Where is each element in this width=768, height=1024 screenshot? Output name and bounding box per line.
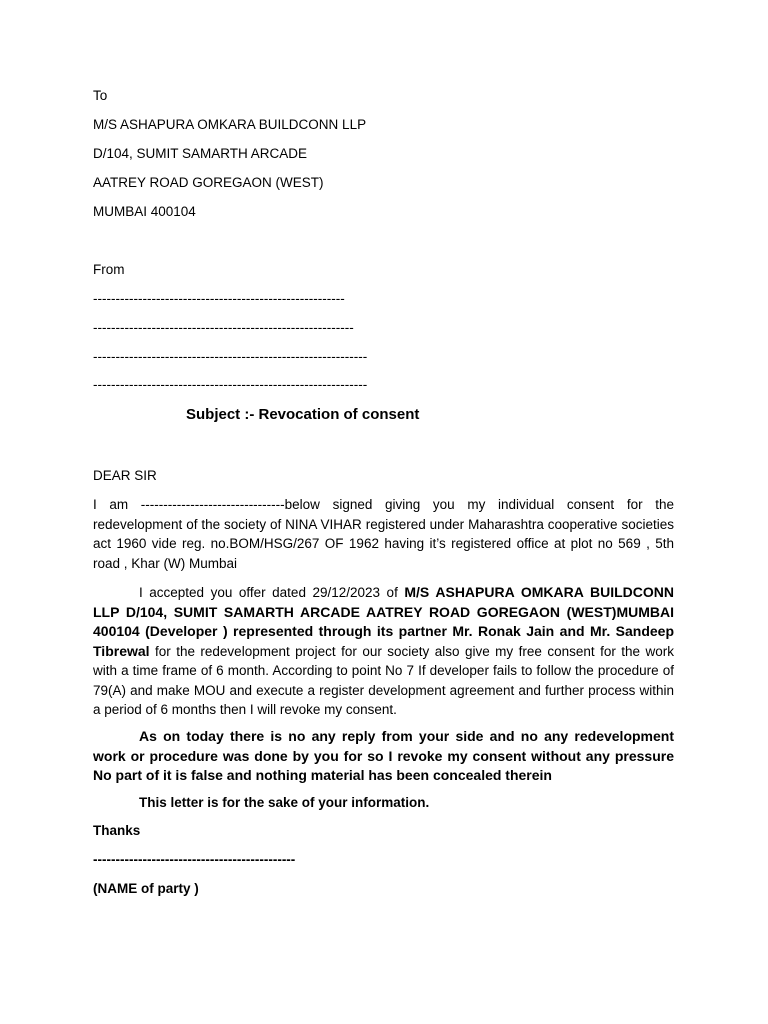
from-blank-line-1: -------------------------------------------------------- (93, 291, 345, 306)
from-blank-line-3: ------------------------------------------------------------- (93, 349, 368, 364)
paragraph-offer-intro: I accepted you offer dated 29/12/2023 of (139, 585, 405, 600)
paragraph-offer (93, 583, 674, 720)
name-of-party: (NAME of party ) (93, 881, 199, 896)
paragraph-consent (93, 495, 674, 573)
from-label: From (93, 262, 125, 277)
paragraph-offer-developer: M/S ASHAPURA OMKARA BUILDCONN LLP D/104, SUMIT SAMARTH ARCADE AATREY ROAD GOREGAON (WEST)MUMBAI 400104 (Developer ) represented through its partner Mr. Ronak Jain and Mr. Sandeep Tibrewal (93, 584, 674, 659)
from-blank-line-2: ---------------------------------------------------------- (93, 320, 354, 335)
to-line-address: D/104, SUMIT SAMARTH ARCADE (93, 146, 308, 161)
paragraph-revocation-text: As on today there is no any reply from your side and no any redevelopment work or procedure was done by you for so I revoke my consent without any pressure No part of it is false and nothing material has been concealed therein (93, 728, 674, 783)
paragraph-information (93, 793, 674, 813)
to-line-road: AATREY ROAD GOREGAON (WEST) (93, 175, 324, 190)
to-line-company: M/S ASHAPURA OMKARA BUILDCONN LLP (93, 117, 367, 132)
subject-line: Subject :- Revocation of consent (186, 406, 420, 423)
paragraph-consent-text: I am --------------------------------below signed giving you my individual consent for the redevelopment of the society of NINA VIHAR registered under Maharashtra cooperative societies act 1960 vide reg. no.BOM/HSG/267 OF 1962 having it’s registered office at plot no 569 , 5th road , Khar (W) Mumbai (93, 497, 674, 571)
paragraph-information-text: This letter is for the sake of your information. (139, 795, 430, 810)
closing-thanks: Thanks (93, 823, 141, 838)
to-label: To (93, 88, 108, 103)
salutation: DEAR SIR (93, 468, 157, 483)
paragraph-offer-rest: for the redevelopment project for our society also give my free consent for the work with a time frame of 6 month. According to point No 7 If developer fails to follow the procedure of 79(A) and make MOU and execute a register development agreement and further process within a period of 6 months then I will revoke my consent. (93, 643, 674, 717)
paragraph-revocation (93, 727, 674, 786)
to-line-city: MUMBAI 400104 (93, 204, 196, 219)
signature-line: --------------------------------------------- (93, 852, 296, 867)
from-blank-line-4: ------------------------------------------------------------- (93, 377, 368, 392)
